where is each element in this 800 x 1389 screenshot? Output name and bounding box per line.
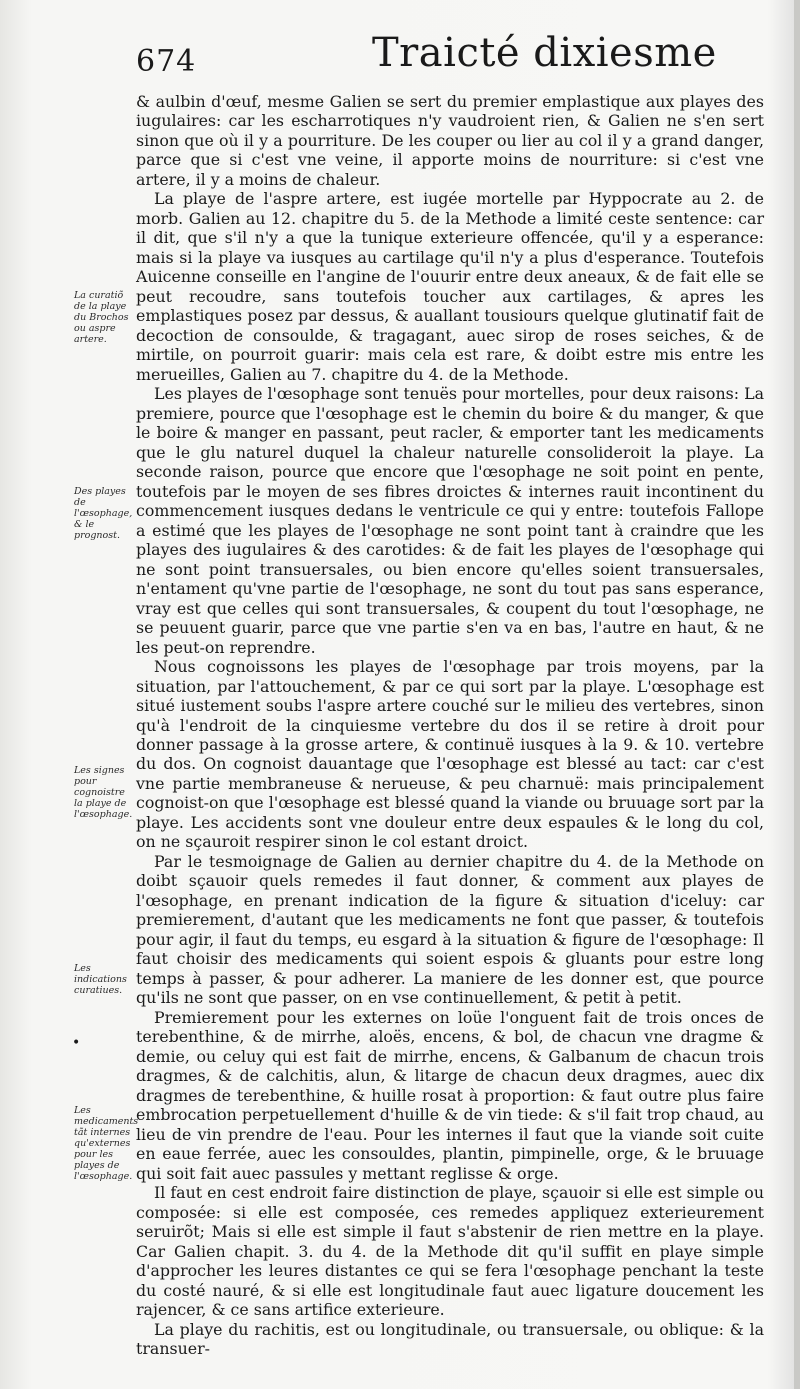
paragraph-text: & aulbin d'œuf, mesme Galien se sert du premier emplastique aux playes des iugulaires: car les escharrotiques n'y vaudroient rien, & Galien ne s'en sert sinon que où il y a pourriture. De les couper ou lier au col il y a grand danger, parce que si c'est vne veine, il apporte moins de nourriture: si c'est vne artere, il y a moins de chaleur. — [136, 92, 764, 189]
paragraph-text: Les playes de l'œsophage sont tenuës pour mortelles, pour deux raisons: La premiere, pource que l'œsophage est le chemin du boire & du manger, & que le boire & manger en passant, peut racler, & emporter tant les medicaments que le glu naturel duquel la chaleur naturelle consolideroit la playe. La seconde raison, pource que encore que l'œsophage ne soit point en pente, toutefois par le moyen de ses fibres droictes & internes rauit incontinent du commencement iusques dedans le ventricule ce qui y entre: toutefois Fallope a estimé que les playes de l'œsophage ne sont point tant à craindre que les playes des iugulaires & des carotides: & de fait les playes de l'œsophage qui ne sont point transuersales, ou bien encore qu'elles soient transuersales, n'entament qu'vne partie de l'œsophage, ne sont du tout pas sans esperance, vray est que celles qui sont transuersales, & coupent du tout l'œsophage, ne se peuuent guarir, parce que vne partie s'en va en bas, l'autre en haut, & ne les peut-on reprendre. — [136, 384, 764, 657]
paragraph-text: La playe du rachitis, est ou longitudinale, ou transuersale, ou oblique: & la transuer- — [136, 1319, 764, 1358]
paragraph-text: Premierement pour les externes on loüe l'onguent fait de trois onces de terebenthine, & de mirrhe, aloës, encens, & bol, de chacun vne dragme & demie, ou celuy qui est fait de mirrhe, encens, & Galbanum de chacun trois dragmes, & de calchitis, alun, & litarge de chacun deux dragmes, auec dix dragmes de terebenthine, & huille rosat à proportion: & faut outre plus faire embrocation perpetuellement d'huille & de vin tiede: & s'il fait trop chaud, au lieu de vin prendre de l'eau. Pour les internes il faut que la viande soit cuite en eaue ferrée, auec les consouldes, plantin, pimpinelle, orge, & le bruuage qui soit fait auec passules y mettant reglisse & orge. — [136, 1007, 764, 1183]
paragraph-text: Il faut en cest endroit faire distinction de playe, sçauoir si elle est simple ou composée: si elle est composée, ces remedes appliquez exterieurement seruirõt; Mais si elle est simple il faut s'abstenir de rien mettre en la playe. Car Galien chapit. 3. du 4. de la Methode dit qu'il suffit en playe simple d'approcher les leures distantes ce qui se fera l'œsophage penchant la teste du costé nauré, & si elle est longitudinale faut auec ligature doucement les rajencer, & ce sans artifice exterieure. — [136, 1183, 764, 1320]
ink-dot-mark: • — [72, 1035, 81, 1051]
paragraph-7 — [136, 1183, 764, 1319]
page-number: 674 — [136, 44, 197, 79]
paragraph-4 — [136, 657, 764, 852]
paragraph-text: Par le tesmoignage de Galien au dernier chapitre du 4. de la Methode on doibt sçauoir quels remedes il faut donner, & comment aux playes de l'œsophage, en prenant indication de la figure & situation d'iceluy: car premierement, d'autant que les medicaments ne font que passer, & toutefois pour agir, il faut du temps, eu esgard à la situation & figure de l'œsophage: Il faut choisir des medicaments qui soient espois & gluants pour estre long temps à passer, & pour adherer. La maniere de les donner est, que pource qu'ils ne sont que passer, on en vse continuellement, & petit à petit. — [136, 851, 764, 1008]
paragraph-8 — [136, 1320, 764, 1359]
page-edge-shadow — [794, 0, 800, 1389]
margin-note-esophagus-prognosis: Des playes de l'œsophage, & le prognost. — [74, 486, 133, 541]
margin-note-trachea-cure: La curatiõ de la playe du Brochos ou aspre artere. — [74, 290, 129, 345]
running-title: Traicté dixiesme — [372, 30, 717, 76]
paragraph-2 — [136, 189, 764, 384]
margin-note-indications: Les indications curatiues. — [74, 963, 127, 996]
paragraph-text: La playe de l'aspre artere, est iugée mortelle par Hyppocrate au 2. de morb. Galien au 12. chapitre du 5. de la Methode a limité ceste sentence: car il dit, que s'il n'y a que la tunique exterieure offencée, qu'il y a esperance: mais si la playe va iusques au cartilage qu'il n'y a plus d'esperance. Toutefois Auicenne conseille en l'angine de l'ouurir entre deux aneaux, & de fait elle se peut recoudre, sans toutefois toucher aux cartilages, & apres les emplastiques posez par dessus, & auallant tousiours quelque glutinatif fait de decoction de consoulde, & tragagant, auec sirop de roses seiches, & de mirtile, on pourroit guarir: mais cela est rare, & doibt estre mis entre les merueilles, Galien au 7. chapitre du 4. de la Methode. — [136, 189, 764, 384]
running-head — [0, 30, 800, 80]
paragraph-5 — [136, 852, 764, 1008]
paragraph-6 — [136, 1008, 764, 1183]
body-text — [136, 92, 764, 1358]
paragraph-3 — [136, 384, 764, 657]
margin-note-medicaments: Les medicaments tãt internes qu'externes pour les playes de l'œsophage. — [74, 1105, 139, 1182]
paragraph-text: Nous cognoissons les playes de l'œsophage par trois moyens, par la situation, par l'attouchement, & par ce qui sort par la playe. L'œsophage est situé iustement soubs l'aspre artere couché sur le milieu des vertebres, sinon qu'à l'endroit de la cinquiesme vertebre du dos il se retire à droit pour donner passage à la grosse artere, & continuë iusques à la 9. & 10. vertebre du dos. On cognoist dauantage que l'œsophage est blessé au tact: car c'est vne partie membraneuse & nerueuse, & peu charnuë: mais principalement cognoist-on que l'œsophage est blessé quand la viande ou bruuage sort par la playe. Les accidents sont vne douleur entre deux espaules & le long du col, on ne sçauroit respirer sinon le col estant droict. — [136, 657, 764, 852]
paragraph-1 — [136, 92, 764, 189]
margin-note-esophagus-signs: Les signes pour cognoistre la playe de l'œsophage. — [74, 765, 133, 820]
